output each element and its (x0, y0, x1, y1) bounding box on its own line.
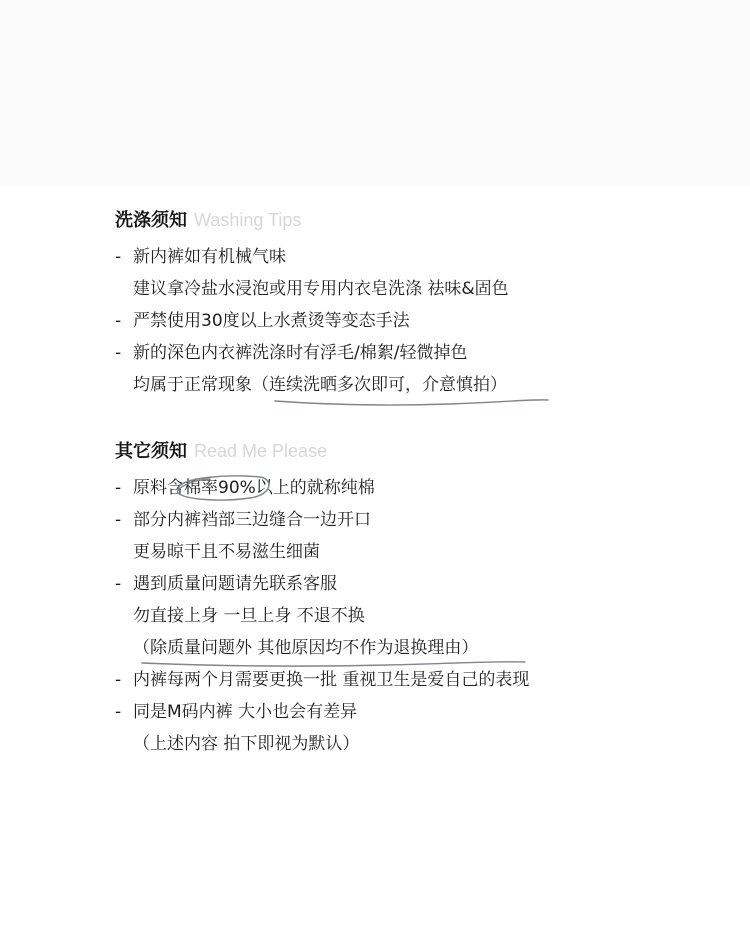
list-item (115, 341, 467, 365)
list-item (115, 476, 375, 500)
section-title-english: Read Me Please (194, 441, 328, 461)
bullet-dash: - (115, 311, 122, 331)
list-item (115, 604, 365, 628)
list-item (115, 572, 337, 596)
list-item (115, 700, 357, 724)
list-item (115, 668, 529, 692)
list-item-text: 遇到质量问题请先联系客服 (133, 574, 337, 594)
list-item (115, 245, 286, 269)
list-item-text: （上述内容 拍下即视为默认） (133, 734, 360, 754)
list-item-text: 内裤每两个月需要更换一批 重视卫生是爱自己的表现 (133, 670, 530, 690)
bullet-dash: - (115, 343, 122, 363)
list-item (115, 373, 507, 397)
top-blank-band (0, 0, 750, 186)
list-item-text: 新的深色内衣裤洗涤时有浮毛/棉絮/轻微掉色 (133, 343, 468, 363)
list-item (115, 636, 478, 660)
list-item (115, 540, 320, 564)
list-item-text: 原料含棉率90%以上的就称纯棉 (133, 478, 375, 498)
list-item-text: 同是M码内裤 大小也会有差异 (133, 702, 358, 722)
list-item-text: 部分内裤裆部三边缝合一边开口 (133, 510, 371, 530)
bullet-dash: - (115, 247, 122, 267)
list-item (115, 277, 509, 301)
list-item (115, 732, 359, 756)
list-item (115, 309, 410, 333)
section-title-english: Washing Tips (194, 210, 302, 230)
section-heading (115, 439, 327, 464)
section-title: 其它须知 (115, 441, 187, 462)
bullet-dash: - (115, 510, 122, 530)
list-item-text: 新内裤如有机械气味 (133, 247, 286, 267)
bullet-dash: - (115, 670, 122, 690)
bullet-dash: - (115, 574, 122, 594)
list-item (115, 508, 371, 532)
list-item-text: 均属于正常现象（连续洗晒多次即可，介意慎拍） (133, 375, 507, 395)
list-item-text: （除质量问题外 其他原因均不作为退换理由） (133, 638, 479, 658)
bullet-dash: - (115, 478, 122, 498)
list-item-text: 建议拿冷盐水浸泡或用专用内衣皂洗涤 祛味&固色 (133, 279, 509, 299)
list-item-text: 更易晾干且不易滋生细菌 (133, 542, 320, 562)
bullet-dash: - (115, 702, 122, 722)
list-item-text: 严禁使用30度以上水煮烫等变态手法 (133, 311, 410, 331)
section-title: 洗涤须知 (115, 210, 187, 231)
section-heading (115, 208, 301, 233)
list-item-text: 勿直接上身 一旦上身 不退不换 (133, 606, 365, 626)
